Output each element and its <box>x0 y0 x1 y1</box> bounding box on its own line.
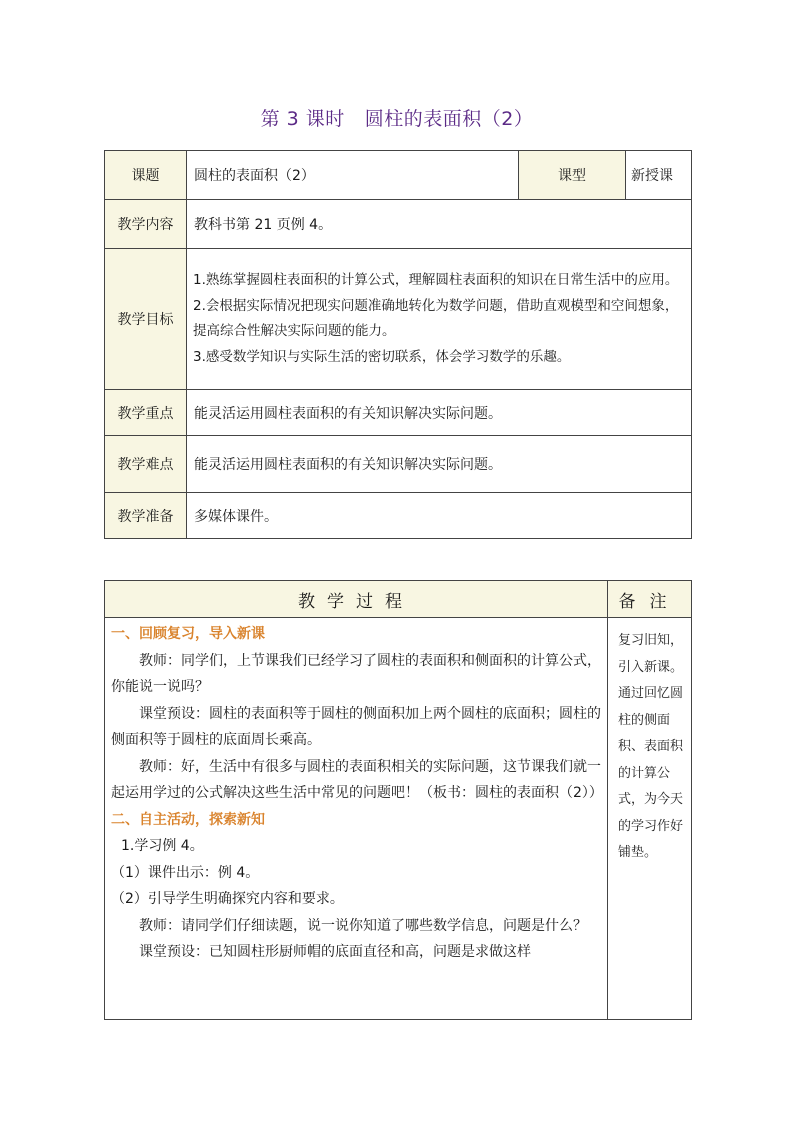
process-content <box>105 618 608 1020</box>
difficult-label: 教学难点 <box>105 436 187 493</box>
type-value: 新授课 <box>626 151 692 200</box>
paragraph: （1）课件出示：例 4。 <box>111 864 260 881</box>
key-label: 教学重点 <box>105 390 187 436</box>
paragraph: 课堂预设：圆柱的表面积等于圆柱的侧面积加上两个圆柱的底面积；圆柱的侧面积等于圆柱的底面周长乘高。 <box>111 705 601 748</box>
process-header: 教学过程 <box>105 581 608 618</box>
difficult-value: 能灵活运用圆柱表面积的有关知识解决实际问题。 <box>187 436 692 493</box>
note-text: 复习旧知，引入新课。通过回忆圆柱的侧面积、表面积的计算公式，为今天的学习作好铺垫。 <box>618 633 684 860</box>
topic-label: 课题 <box>105 151 187 200</box>
notes-content <box>608 618 692 1020</box>
content-label: 教学内容 <box>105 200 187 249</box>
goal-item: 1.熟练掌握圆柱表面积的计算公式，理解圆柱表面积的知识在日常生活中的应用。 <box>193 272 679 288</box>
key-value: 能灵活运用圆柱表面积的有关知识解决实际问题。 <box>187 390 692 436</box>
paragraph: 教师：好，生活中有很多与圆柱的表面积相关的实际问题，这节课我们就一起运用学过的公式解决这些生活中常见的问题吧！（板书：圆柱的表面积（2）） <box>111 758 603 801</box>
paragraph: 1.学习例 4。 <box>121 838 204 854</box>
prep-label: 教学准备 <box>105 493 187 539</box>
goals-list <box>187 249 692 390</box>
paragraph: （2）引导学生明确探究内容和要求。 <box>111 891 344 907</box>
paragraph: 教师：请同学们仔细读题，说一说你知道了哪些数学信息，问题是什么？ <box>139 917 587 934</box>
content-value: 教科书第 21 页例 4。 <box>187 200 692 249</box>
lesson-number: 第 3 课时 <box>260 108 345 130</box>
prep-value: 多媒体课件。 <box>187 493 692 539</box>
goals-label: 教学目标 <box>105 249 187 390</box>
lesson-info-table <box>104 150 692 539</box>
page-title <box>0 104 794 131</box>
lesson-topic: 圆柱的表面积（2） <box>364 108 534 130</box>
section-heading: 一、回顾复习，导入新课 <box>111 626 265 642</box>
paragraph: 教师：同学们，上节课我们已经学习了圆柱的表面积和侧面积的计算公式，你能说一说吗？ <box>111 652 601 695</box>
notes-header: 备注 <box>608 581 692 618</box>
topic-value: 圆柱的表面积（2） <box>187 151 519 200</box>
section-heading: 二、自主活动，探索新知 <box>111 811 265 828</box>
goal-item: 2.会根据实际情况把现实问题准确地转化为数学问题，借助直观模型和空间想象，提高综合性解决实际问题的能力。 <box>193 297 679 339</box>
process-table <box>104 580 692 1020</box>
paragraph: 课堂预设：已知圆柱形厨师帽的底面直径和高，问题是求做这样 <box>139 944 531 960</box>
type-label: 课型 <box>519 151 626 200</box>
goal-item: 3.感受数学知识与实际生活的密切联系，体会学习数学的乐趣。 <box>193 348 571 365</box>
